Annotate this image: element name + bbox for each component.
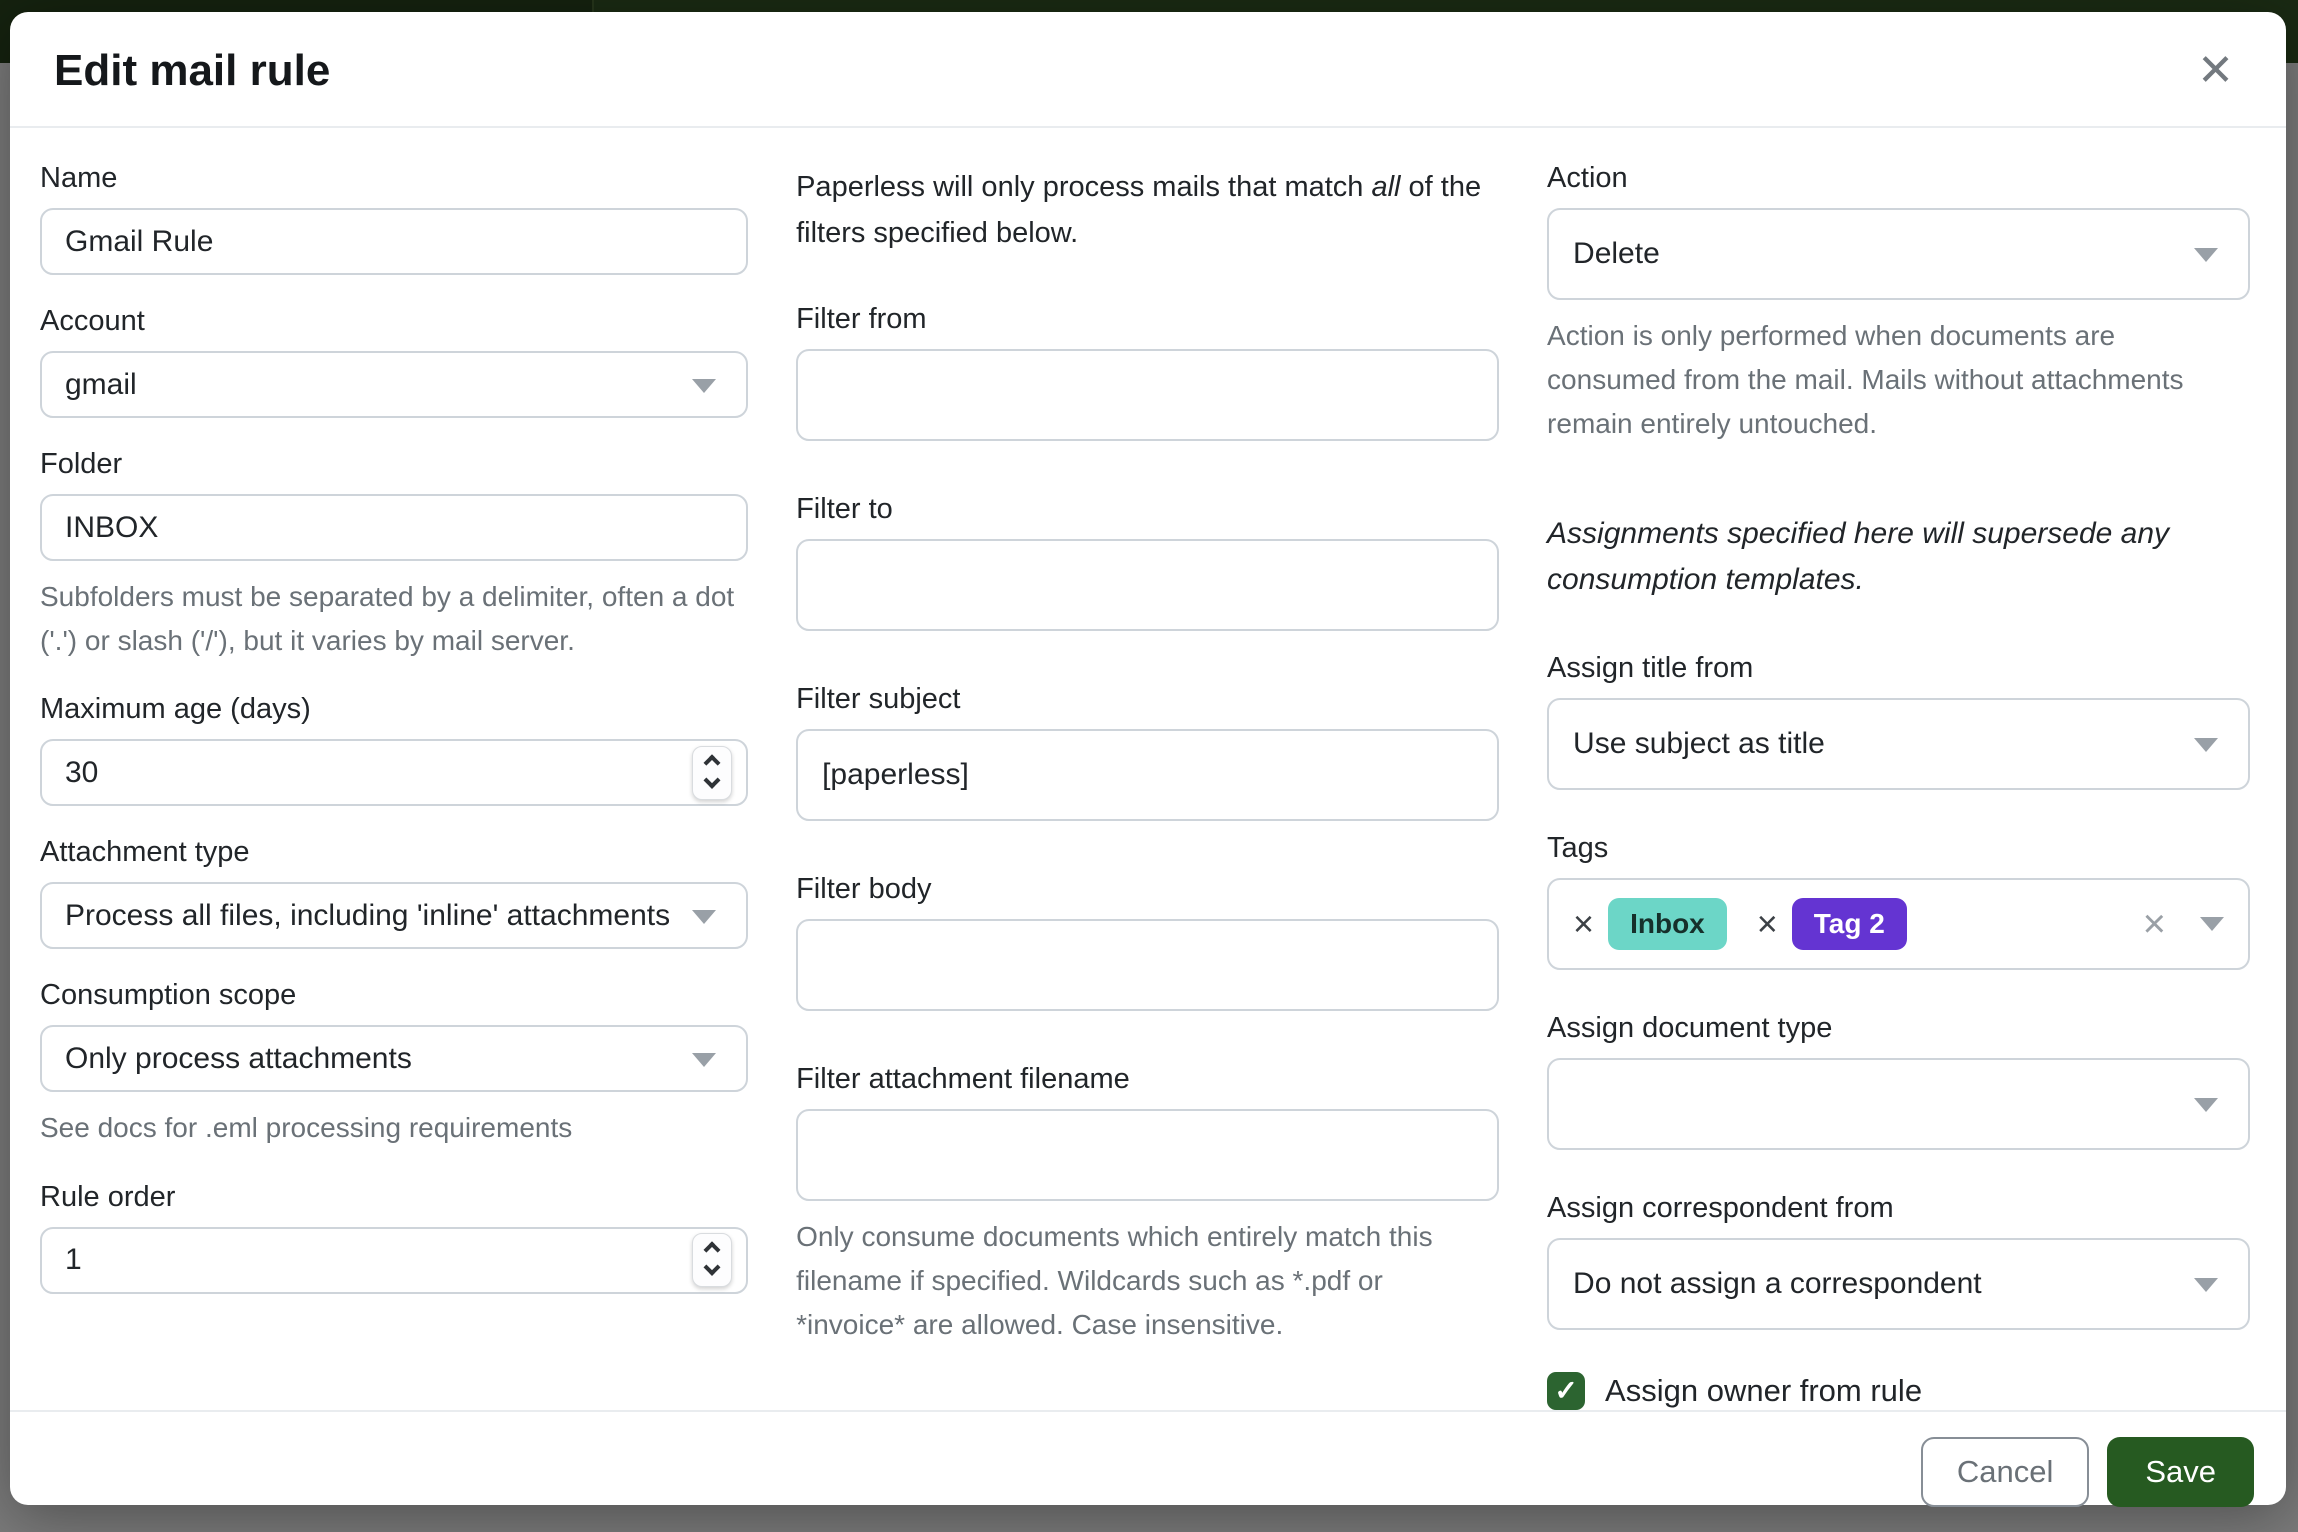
consumption-scope-label: Consumption scope: [40, 979, 297, 1012]
stepper-up-button[interactable]: [693, 747, 731, 773]
filter-subject-label: Filter subject: [796, 682, 961, 715]
field-filter-filename: [796, 1063, 1499, 1348]
name-label: Name: [40, 162, 118, 194]
max-age-input[interactable]: [40, 739, 748, 806]
assignments-note: Assignments specified here will supersede any consumption templates.: [1547, 516, 2170, 597]
number-stepper: [692, 746, 732, 800]
assign-correspondent-select[interactable]: [1547, 1238, 2250, 1330]
max-age-label: Maximum age (days): [40, 693, 311, 726]
field-assign-owner: [1547, 1372, 2250, 1410]
close-icon[interactable]: ✕: [2191, 49, 2240, 93]
chevron-down-icon: [704, 1259, 721, 1276]
assign-document-type-select[interactable]: [1547, 1058, 2250, 1150]
field-assign-title: [1547, 652, 2250, 790]
field-filter-to: [796, 493, 1499, 631]
chevron-down-icon: [704, 772, 721, 789]
remove-tag-icon[interactable]: ×: [1573, 902, 1595, 944]
chevron-down-icon: [2194, 738, 2218, 752]
dialog-body: [10, 128, 2286, 1410]
folder-label: Folder: [40, 448, 123, 480]
assign-owner-checkbox[interactable]: ✓: [1547, 1372, 1585, 1410]
consumption-scope-help: See docs for .eml processing requirements: [40, 1112, 573, 1144]
column-general: [40, 162, 748, 1410]
dialog-header: [10, 12, 2286, 128]
chevron-down-icon: [692, 910, 716, 924]
edit-mail-rule-dialog: [10, 12, 2286, 1505]
filter-body-label: Filter body: [796, 872, 932, 905]
assign-correspondent-label: Assign correspondent from: [1547, 1191, 1894, 1224]
filter-to-label: Filter to: [796, 492, 893, 525]
action-value: Delete: [1573, 237, 1660, 270]
tag-chip-inbox[interactable]: Inbox: [1608, 898, 1727, 950]
field-filter-body: [796, 873, 1499, 1011]
field-consumption-scope: [40, 979, 748, 1150]
account-select[interactable]: [40, 351, 748, 418]
stepper-up-button[interactable]: [693, 1234, 731, 1260]
remove-tag-icon[interactable]: ×: [1756, 902, 1778, 944]
account-value: gmail: [65, 367, 137, 401]
assign-document-type-label: Assign document type: [1547, 1011, 1833, 1044]
chevron-down-icon: [2194, 1098, 2218, 1112]
folder-help: Subfolders must be separated by a delimiter, often a dot ('.') or slash ('/'), but it varies by mail server.: [40, 581, 735, 657]
field-folder: [40, 448, 748, 663]
stepper-down-button[interactable]: [693, 773, 731, 799]
column-filters: [796, 162, 1499, 1410]
field-rule-order: [40, 1181, 748, 1294]
column-actions: [1547, 162, 2250, 1410]
field-tags: [1547, 832, 2250, 970]
action-label: Action: [1547, 162, 1628, 194]
save-button[interactable]: Save: [2107, 1437, 2254, 1507]
assign-title-select[interactable]: [1547, 698, 2250, 790]
chevron-down-icon: [692, 379, 716, 393]
attachment-type-value: Process all files, including 'inline' attachments: [65, 898, 671, 932]
field-assign-document-type: [1547, 1012, 2250, 1150]
tag-chip-tag2[interactable]: Tag 2: [1792, 898, 1907, 950]
field-attachment-type: [40, 836, 748, 949]
chevron-down-icon: [2194, 248, 2218, 262]
filters-intro: Paperless will only process mails that match all of the filters specified below.: [796, 171, 1482, 250]
filter-filename-input[interactable]: [796, 1109, 1499, 1201]
filter-from-label: Filter from: [796, 302, 927, 335]
tags-label: Tags: [1547, 831, 1609, 864]
clear-tags-icon[interactable]: ×: [2142, 901, 2166, 946]
name-input[interactable]: [40, 208, 748, 275]
chevron-up-icon: [704, 754, 721, 771]
filter-filename-label: Filter attachment filename: [796, 1062, 1130, 1095]
field-action: [1547, 162, 2250, 447]
field-name: [40, 162, 748, 275]
filter-to-input[interactable]: [796, 539, 1499, 631]
rule-order-input[interactable]: [40, 1227, 748, 1294]
filter-subject-input[interactable]: [796, 729, 1499, 821]
filter-body-input[interactable]: [796, 919, 1499, 1011]
cancel-button[interactable]: Cancel: [1921, 1437, 2090, 1507]
attachment-type-label: Attachment type: [40, 836, 250, 869]
field-filter-from: [796, 303, 1499, 441]
rule-order-label: Rule order: [40, 1180, 176, 1213]
action-help: Action is only performed when documents are consumed from the mail. Mails without attachments remain entirely untouched.: [1547, 320, 2184, 440]
dialog-footer: [10, 1410, 2286, 1532]
assign-owner-label[interactable]: Assign owner from rule: [1605, 1372, 1923, 1408]
filter-from-input[interactable]: [796, 349, 1499, 441]
assign-title-label: Assign title from: [1547, 651, 1754, 684]
field-assign-correspondent: [1547, 1192, 2250, 1330]
filter-filename-help: Only consume documents which entirely match this filename if specified. Wildcards such as *.pdf or *invoice* are allowed. Case insensitive.: [796, 1220, 1433, 1341]
chevron-up-icon: [704, 1242, 721, 1259]
chevron-down-icon[interactable]: [2200, 917, 2224, 931]
chevron-down-icon: [692, 1053, 716, 1067]
chevron-down-icon: [2194, 1278, 2218, 1292]
attachment-type-select[interactable]: [40, 882, 748, 949]
consumption-scope-value: Only process attachments: [65, 1041, 412, 1075]
action-select[interactable]: [1547, 208, 2250, 300]
filters-intro-emphasis: all: [1371, 171, 1401, 203]
number-stepper: [692, 1233, 732, 1287]
account-label: Account: [40, 305, 145, 337]
folder-input[interactable]: [40, 494, 748, 561]
assign-correspondent-value: Do not assign a correspondent: [1573, 1266, 1982, 1300]
stepper-down-button[interactable]: [693, 1260, 731, 1286]
consumption-scope-select[interactable]: [40, 1025, 748, 1092]
field-max-age: [40, 693, 748, 806]
tags-select[interactable]: [1547, 878, 2250, 970]
assign-title-value: Use subject as title: [1573, 726, 1825, 760]
dialog-title: Edit mail rule: [54, 46, 331, 95]
field-account: [40, 305, 748, 418]
field-filter-subject: [796, 683, 1499, 821]
